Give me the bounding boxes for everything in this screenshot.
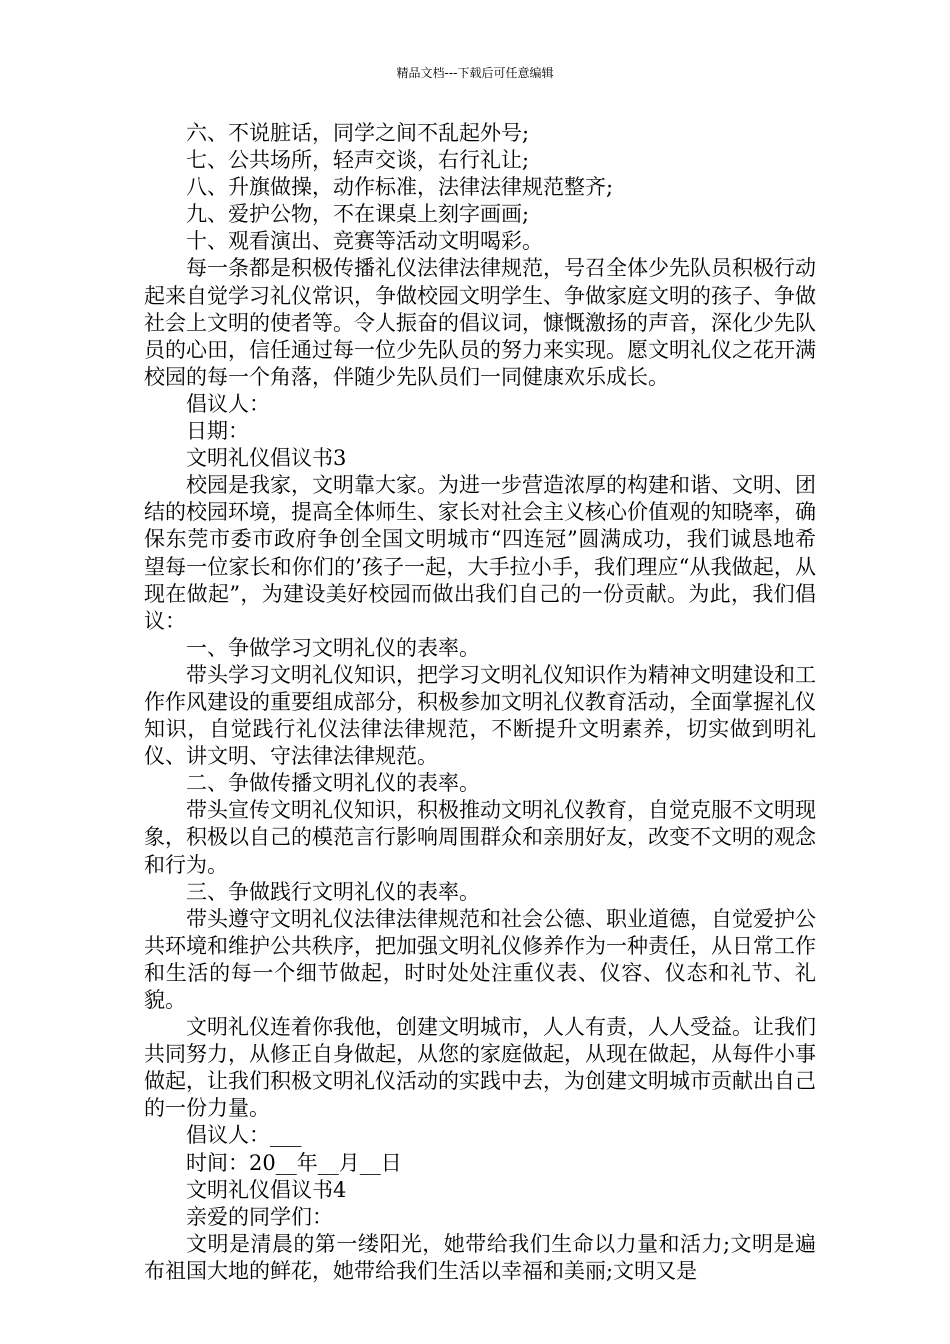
proposal-heading-3: 三、争做践行文明礼仪的表率。 xyxy=(186,879,480,904)
body-paragraph: 文明礼仪连着你我他，创建文明城市，人人有责，人人受益。让我们共同努力，从修正自身做起，从您的家庭做起，从现在做起，从每件小事做起，让我们积极文明礼仪活动的实践中去，为创建文明城市贡献出自己的一份力量。 xyxy=(144,1015,816,1121)
proposal-heading-1: 一、争做学习文明礼仪的表率。 xyxy=(186,635,480,660)
body-paragraph: 带头宣传文明礼仪知识，积极推动文明礼仪教育，自觉克服不文明现象，积极以自己的模范言行影响周围群众和亲朋好友，改变不文明的观念和行为。 xyxy=(144,798,816,877)
proposal-heading-2: 二、争做传播文明礼仪的表率。 xyxy=(186,771,480,796)
body-paragraph: 文明是清晨的第一缕阳光，她带给我们生命以力量和活力;文明是遍布祖国大地的鲜花，她带给我们生活以幸福和美丽;文明又是 xyxy=(144,1231,816,1283)
body-paragraph: 每一条都是积极传播礼仪法律法律规范，号召全体少先队员积极行动起来自觉学习礼仪常识，争做校园文明学生、争做家庭文明的孩子、争做社会上文明的使者等。令人振奋的倡议词，慷慨激扬的声音，深化少先队员的心田，信任通过每一位少先队员的努力来实现。愿文明礼仪之花开满校园的每一个角落，伴随少先队员们一同健康欢乐成长。 xyxy=(144,256,816,389)
signature-initiator: 倡议人： xyxy=(186,391,270,416)
list-item-9: 九、爱护公物，不在课桌上刻字画画; xyxy=(186,202,530,227)
list-item-7: 七、公共场所，轻声交谈，右行礼让; xyxy=(186,148,530,173)
body-paragraph: 带头学习文明礼仪知识，把学习文明礼仪知识作为精神文明建设和工作作风建设的重要组成部分，积极参加文明礼仪教育活动，全面掌握礼仪知识，自觉践行礼仪法律法律规范，不断提升文明素养，切实做到明礼仪、讲文明、守法律法律规范。 xyxy=(144,662,816,769)
section-title-4: 文明礼仪倡议书4 xyxy=(186,1177,347,1202)
list-item-8: 八、升旗做操，动作标准，法律法律规范整齐; xyxy=(186,175,614,200)
salutation: 亲爱的同学们： xyxy=(186,1204,333,1229)
page-header: 精品文档---下载后可任意编辑 xyxy=(396,66,554,80)
document-body xyxy=(144,120,816,1285)
list-item-10: 十、观看演出、竞赛等活动文明喝彩。 xyxy=(186,229,543,254)
signature-date: 时间：20__年__月__日 xyxy=(186,1150,402,1175)
signature-date: 日期： xyxy=(186,419,249,444)
body-paragraph: 校园是我家，文明靠大家。为进一步营造浓厚的构建和谐、文明、团结的校园环境，提高全体师生、家长对社会主义核心价值观的知晓率，确保东莞市委市政府争创全国文明城市“四连冠”圆满成功，我们诚恳地希望每一位家长和你们的’孩子一起，大手拉小手，我们理应“从我做起，从现在做起”，为建设美好校园而做出我们自己的一份贡献。为此，我们倡议： xyxy=(144,473,816,633)
body-paragraph: 带头遵守文明礼仪法律法律规范和社会公德、职业道德，自觉爱护公共环境和维护公共秩序，把加强文明礼仪修养作为一种责任，从日常工作和生活的每一个细节做起，时时处处注重仪表、仪容、仪态和礼节、礼貌。 xyxy=(144,906,816,1012)
list-item-6: 六、不说脏话，同学之间不乱起外号; xyxy=(186,121,530,145)
section-title-3: 文明礼仪倡议书3 xyxy=(186,446,347,471)
signature-initiator: 倡议人：___ xyxy=(186,1123,302,1148)
